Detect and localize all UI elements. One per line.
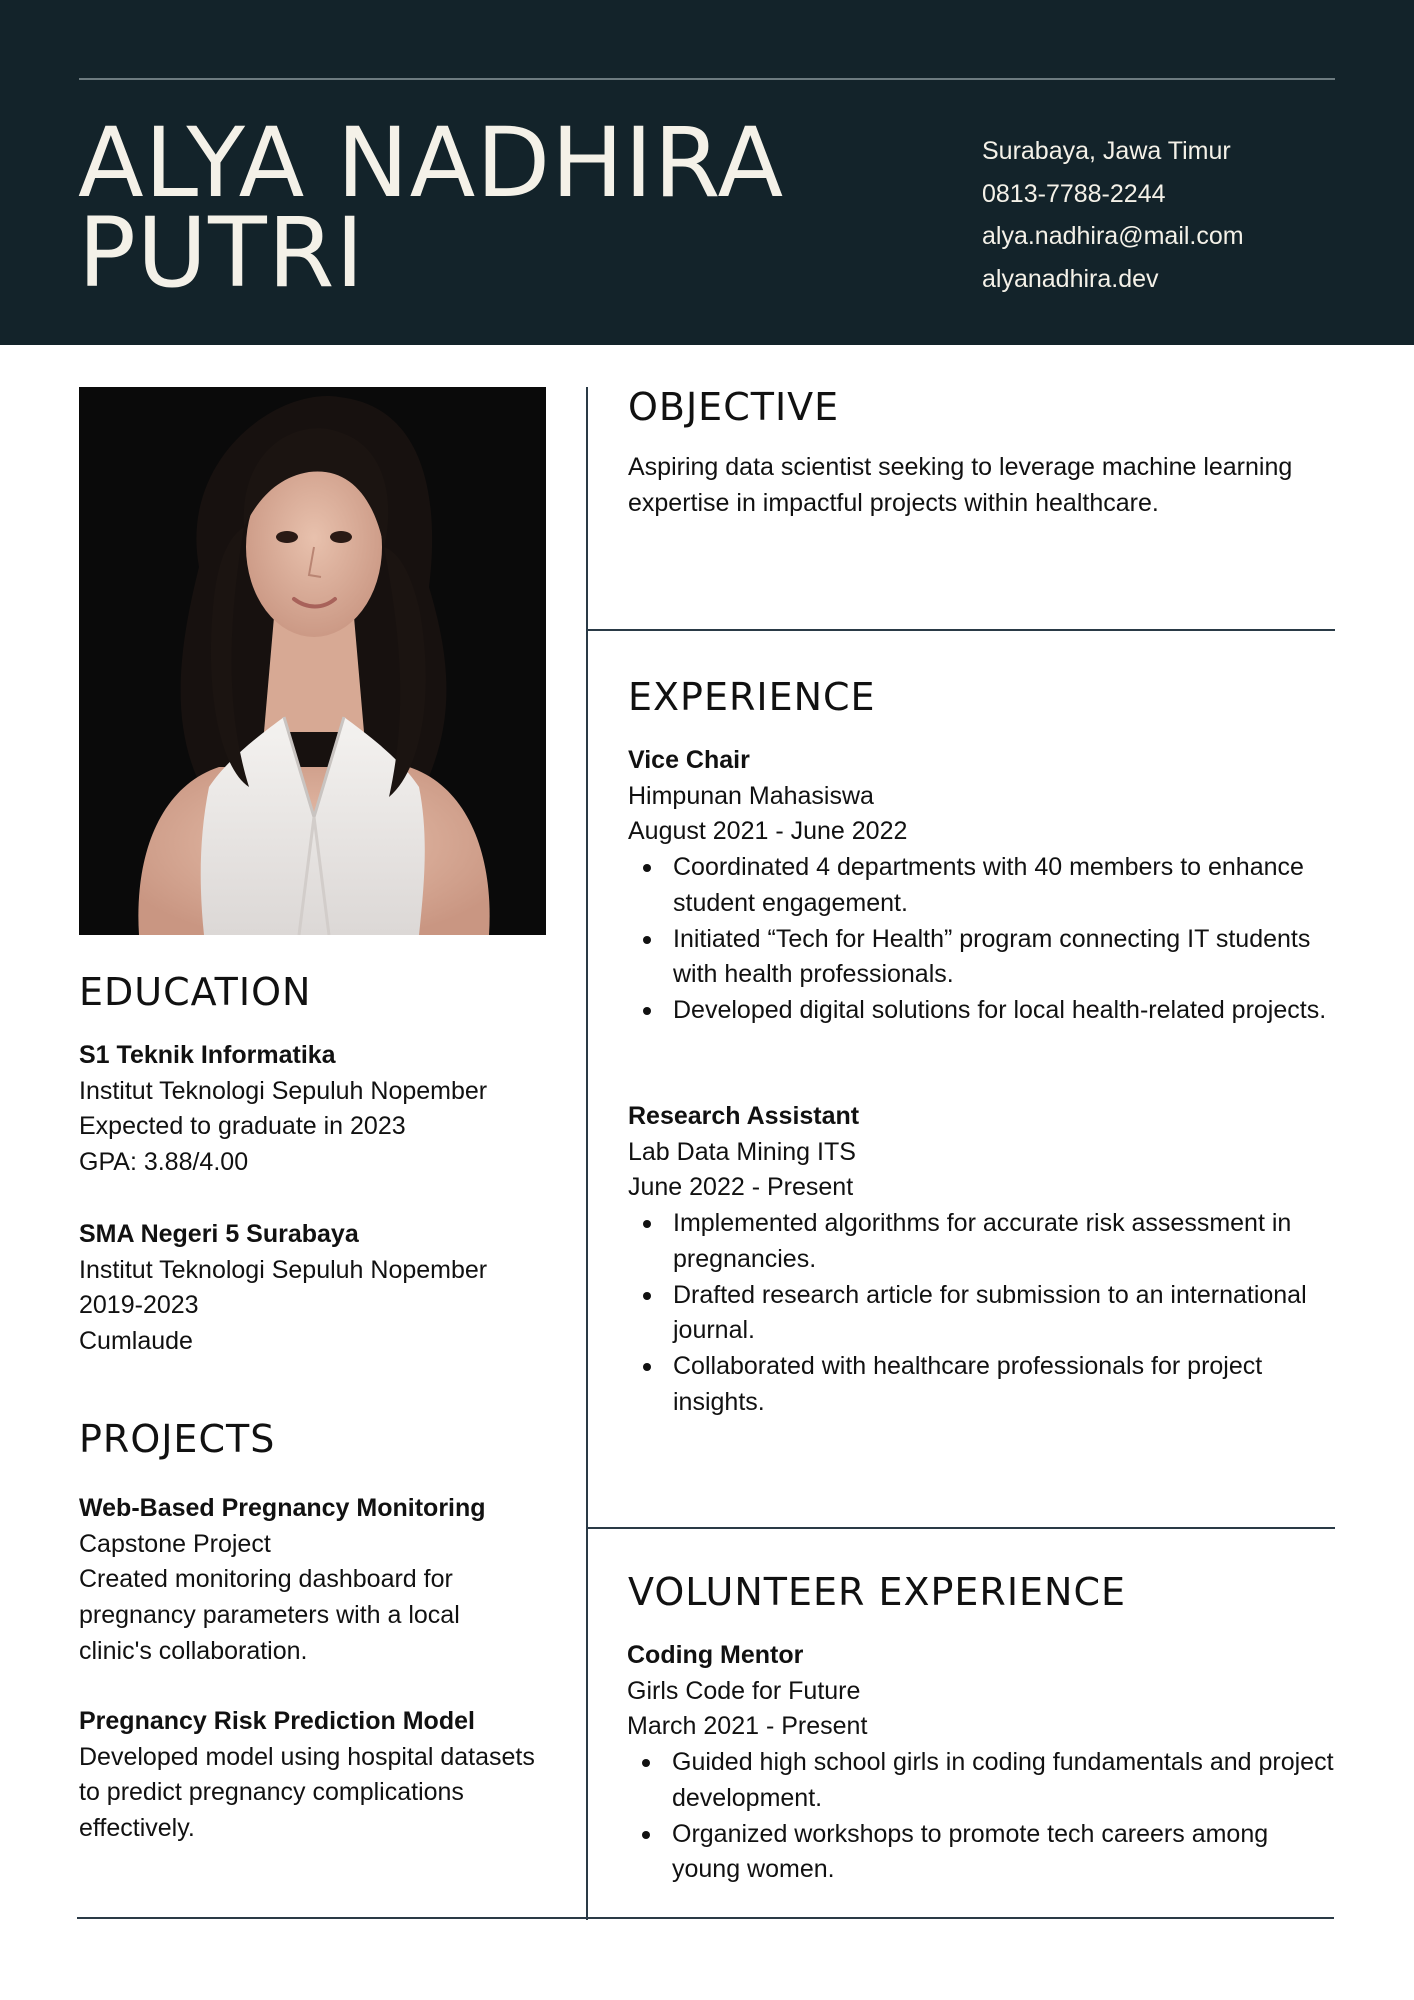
- experience-entry: [628, 1099, 1340, 1420]
- education-institution: Institut Teknologi Sepuluh Nopember: [79, 1255, 488, 1284]
- project-description: Created monitoring dashboard for pregnancy parameters with a local clinic's collaboration.: [79, 1565, 460, 1665]
- education-entry: [79, 1038, 559, 1181]
- volunteer-bullets: [627, 1745, 1339, 1888]
- bullet-item: Developed digital solutions for local health-related projects.: [628, 993, 1340, 1029]
- education-entry: [79, 1217, 559, 1360]
- volunteer-entry: [627, 1638, 1339, 1888]
- objective-text: Aspiring data scientist seeking to leverage machine learning expertise in impactful projects within healthcare.: [628, 453, 1293, 517]
- project-entry: [79, 1491, 539, 1670]
- project-subtitle: Capstone Project: [79, 1529, 271, 1558]
- name-line-2: PUTRI: [78, 197, 365, 309]
- project-description: Developed model using hospital datasets to predict pregnancy complications effectively.: [79, 1742, 535, 1843]
- education-years: 2019-2023: [79, 1291, 199, 1320]
- education-gpa: GPA: 3.88/4.00: [79, 1148, 249, 1177]
- bullet-item: Coordinated 4 departments with 40 members to enhance student engagement.: [628, 850, 1340, 921]
- bullet-item: Drafted research article for submission to an international journal.: [628, 1278, 1340, 1349]
- bullet-item: Collaborated with healthcare professionals for project insights.: [628, 1349, 1340, 1420]
- education-school: SMA Negeri 5 Surabaya: [79, 1220, 359, 1248]
- projects-heading: PROJECTS: [79, 1417, 276, 1461]
- education-degree: S1 Teknik Informatika: [79, 1041, 336, 1069]
- experience-org: Lab Data Mining ITS: [628, 1137, 856, 1166]
- experience-org: Himpunan Mahasiswa: [628, 781, 874, 810]
- bottom-divider: [77, 1917, 1334, 1919]
- experience-entry: [628, 743, 1340, 1029]
- experience-heading: EXPERIENCE: [628, 675, 876, 719]
- project-entry: [79, 1704, 539, 1847]
- volunteer-org: Girls Code for Future: [627, 1676, 861, 1705]
- contact-phone: 0813-7788-2244: [982, 179, 1166, 208]
- project-title: Web-Based Pregnancy Monitoring: [79, 1494, 486, 1522]
- column-divider: [586, 387, 588, 1920]
- experience-divider: [586, 1527, 1335, 1529]
- experience-dates: August 2021 - June 2022: [628, 817, 908, 846]
- education-graduation: Expected to graduate in 2023: [79, 1112, 406, 1141]
- name-line-1: ALYA NADHIRA: [78, 107, 785, 219]
- contact-website: alyanadhira.dev: [982, 264, 1159, 293]
- experience-dates: June 2022 - Present: [628, 1173, 854, 1202]
- volunteer-role: Coding Mentor: [627, 1641, 804, 1669]
- header-banner: [0, 0, 1414, 345]
- objective-divider: [586, 629, 1335, 631]
- education-institution: Institut Teknologi Sepuluh Nopember: [79, 1076, 488, 1105]
- contact-email: alya.nadhira@mail.com: [982, 222, 1244, 250]
- bullet-item: Implemented algorithms for accurate risk assessment in pregnancies.: [628, 1206, 1340, 1277]
- bullet-item: Guided high school girls in coding fundamentals and project development.: [627, 1745, 1339, 1816]
- experience-bullets: [628, 1206, 1340, 1420]
- experience-role: Vice Chair: [628, 746, 750, 774]
- education-honor: Cumlaude: [79, 1327, 193, 1356]
- project-title: Pregnancy Risk Prediction Model: [79, 1707, 475, 1735]
- objective-heading: OBJECTIVE: [628, 385, 840, 429]
- experience-role: Research Assistant: [628, 1102, 860, 1130]
- bullet-item: Organized workshops to promote tech careers among young women.: [627, 1817, 1339, 1888]
- bullet-item: Initiated “Tech for Health” program connecting IT students with health professionals.: [628, 922, 1340, 993]
- volunteer-heading: VOLUNTEER EXPERIENCE: [628, 1570, 1127, 1614]
- contact-location: Surabaya, Jawa Timur: [982, 137, 1231, 165]
- experience-bullets: [628, 850, 1340, 1029]
- education-heading: EDUCATION: [79, 970, 312, 1014]
- candidate-name: [78, 107, 785, 309]
- volunteer-dates: March 2021 - Present: [627, 1712, 868, 1741]
- profile-photo: [79, 387, 546, 935]
- contact-info: [982, 130, 1244, 300]
- header-divider: [79, 78, 1335, 80]
